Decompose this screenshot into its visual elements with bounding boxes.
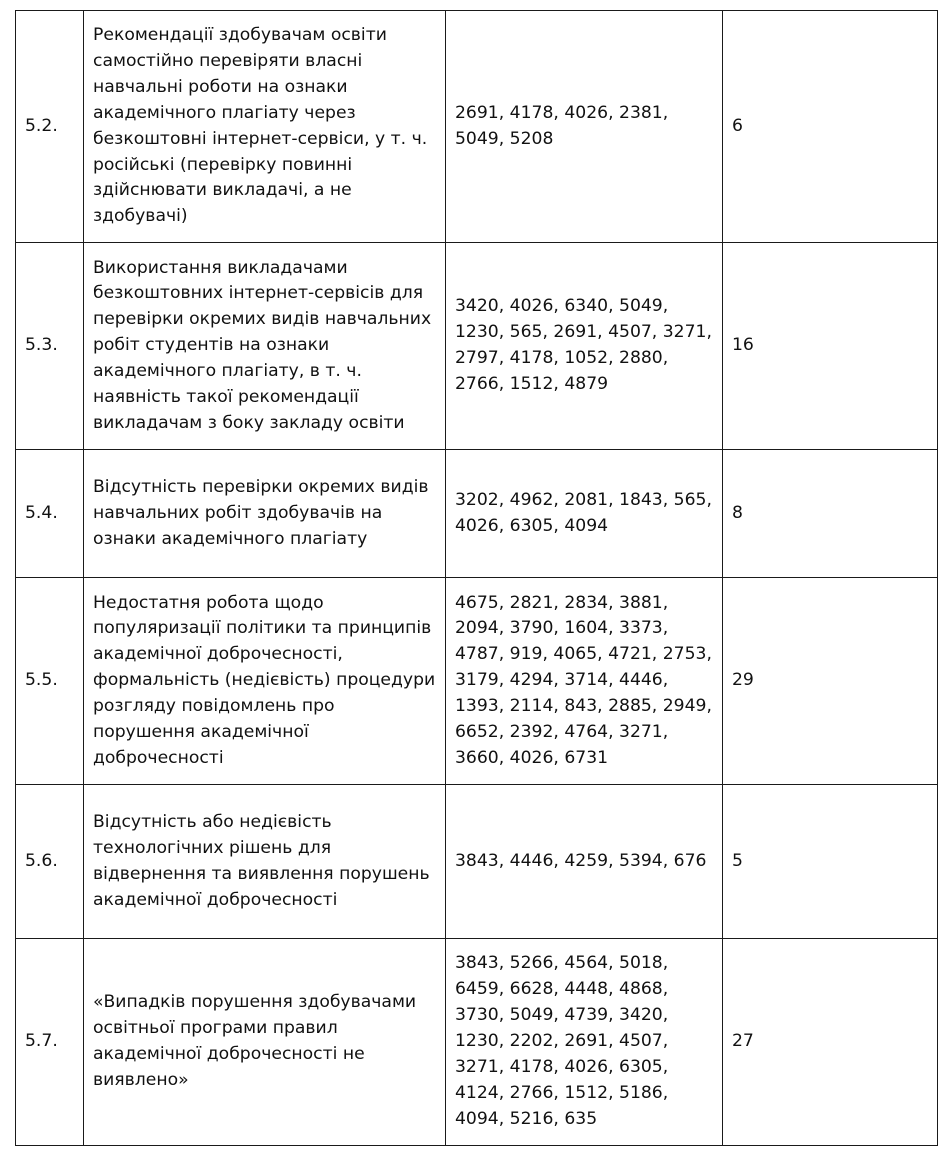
table-row [16,450,938,578]
violations-table [15,10,938,1146]
row-count: 29 [723,578,938,785]
row-count: 27 [723,939,938,1145]
table-row [16,785,938,939]
row-count: 6 [723,11,938,243]
row-description: Відсутність або недієвість технологічних рішень для відвернення та виявлення порушень академічної доброчесності [84,785,446,939]
table-row [16,578,938,785]
row-count: 5 [723,785,938,939]
row-codes: 4675, 2821, 2834, 3881, 2094, 3790, 1604, 3373, 4787, 919, 4065, 4721, 2753, 3179, 4294, 3714, 4446, 1393, 2114, 843, 2885, 2949, 6652, 2392, 4764, 3271, 3660, 4026, 6731 [446,578,723,785]
row-description: Недостатня робота щодо популяризації політики та принципів академічної доброчесності, формальність (недієвість) процедури розгляду повідомлень про порушення академічної доброчесності [84,578,446,785]
row-description: Використання викладачами безкоштовних інтернет-сервісів для перевірки окремих видів навчальних робіт студентів на ознаки академічного плагіату, в т. ч. наявність такої рекомендації викладачам з боку закладу освіти [84,243,446,450]
row-number: 5.7. [16,939,84,1145]
table-row [16,939,938,1145]
row-codes: 3420, 4026, 6340, 5049, 1230, 565, 2691, 4507, 3271, 2797, 4178, 1052, 2880, 2766, 1512, 4879 [446,243,723,450]
row-count: 16 [723,243,938,450]
row-codes: 2691, 4178, 4026, 2381, 5049, 5208 [446,11,723,243]
row-number: 5.4. [16,450,84,578]
row-description: Відсутність перевірки окремих видів навчальних робіт здобувачів на ознаки академічного плагіату [84,450,446,578]
row-codes: 3202, 4962, 2081, 1843, 565, 4026, 6305, 4094 [446,450,723,578]
row-number: 5.5. [16,578,84,785]
row-description: Рекомендації здобувачам освіти самостійно перевіряти власні навчальні роботи на ознаки академічного плагіату через безкоштовні інтернет-сервіси, у т. ч. російські (перевірку повинні здійснювати викладачі, а не здобувачі) [84,11,446,243]
row-number: 5.2. [16,11,84,243]
table-row [16,243,938,450]
row-count: 8 [723,450,938,578]
row-number: 5.3. [16,243,84,450]
row-description: «Випадків порушення здобувачами освітньої програми правил академічної доброчесності не виявлено» [84,939,446,1145]
row-codes: 3843, 4446, 4259, 5394, 676 [446,785,723,939]
table-row [16,11,938,243]
row-codes: 3843, 5266, 4564, 5018, 6459, 6628, 4448, 4868, 3730, 5049, 4739, 3420, 1230, 2202, 2691, 4507, 3271, 4178, 4026, 6305, 4124, 2766, 1512, 5186, 4094, 5216, 635 [446,939,723,1145]
row-number: 5.6. [16,785,84,939]
